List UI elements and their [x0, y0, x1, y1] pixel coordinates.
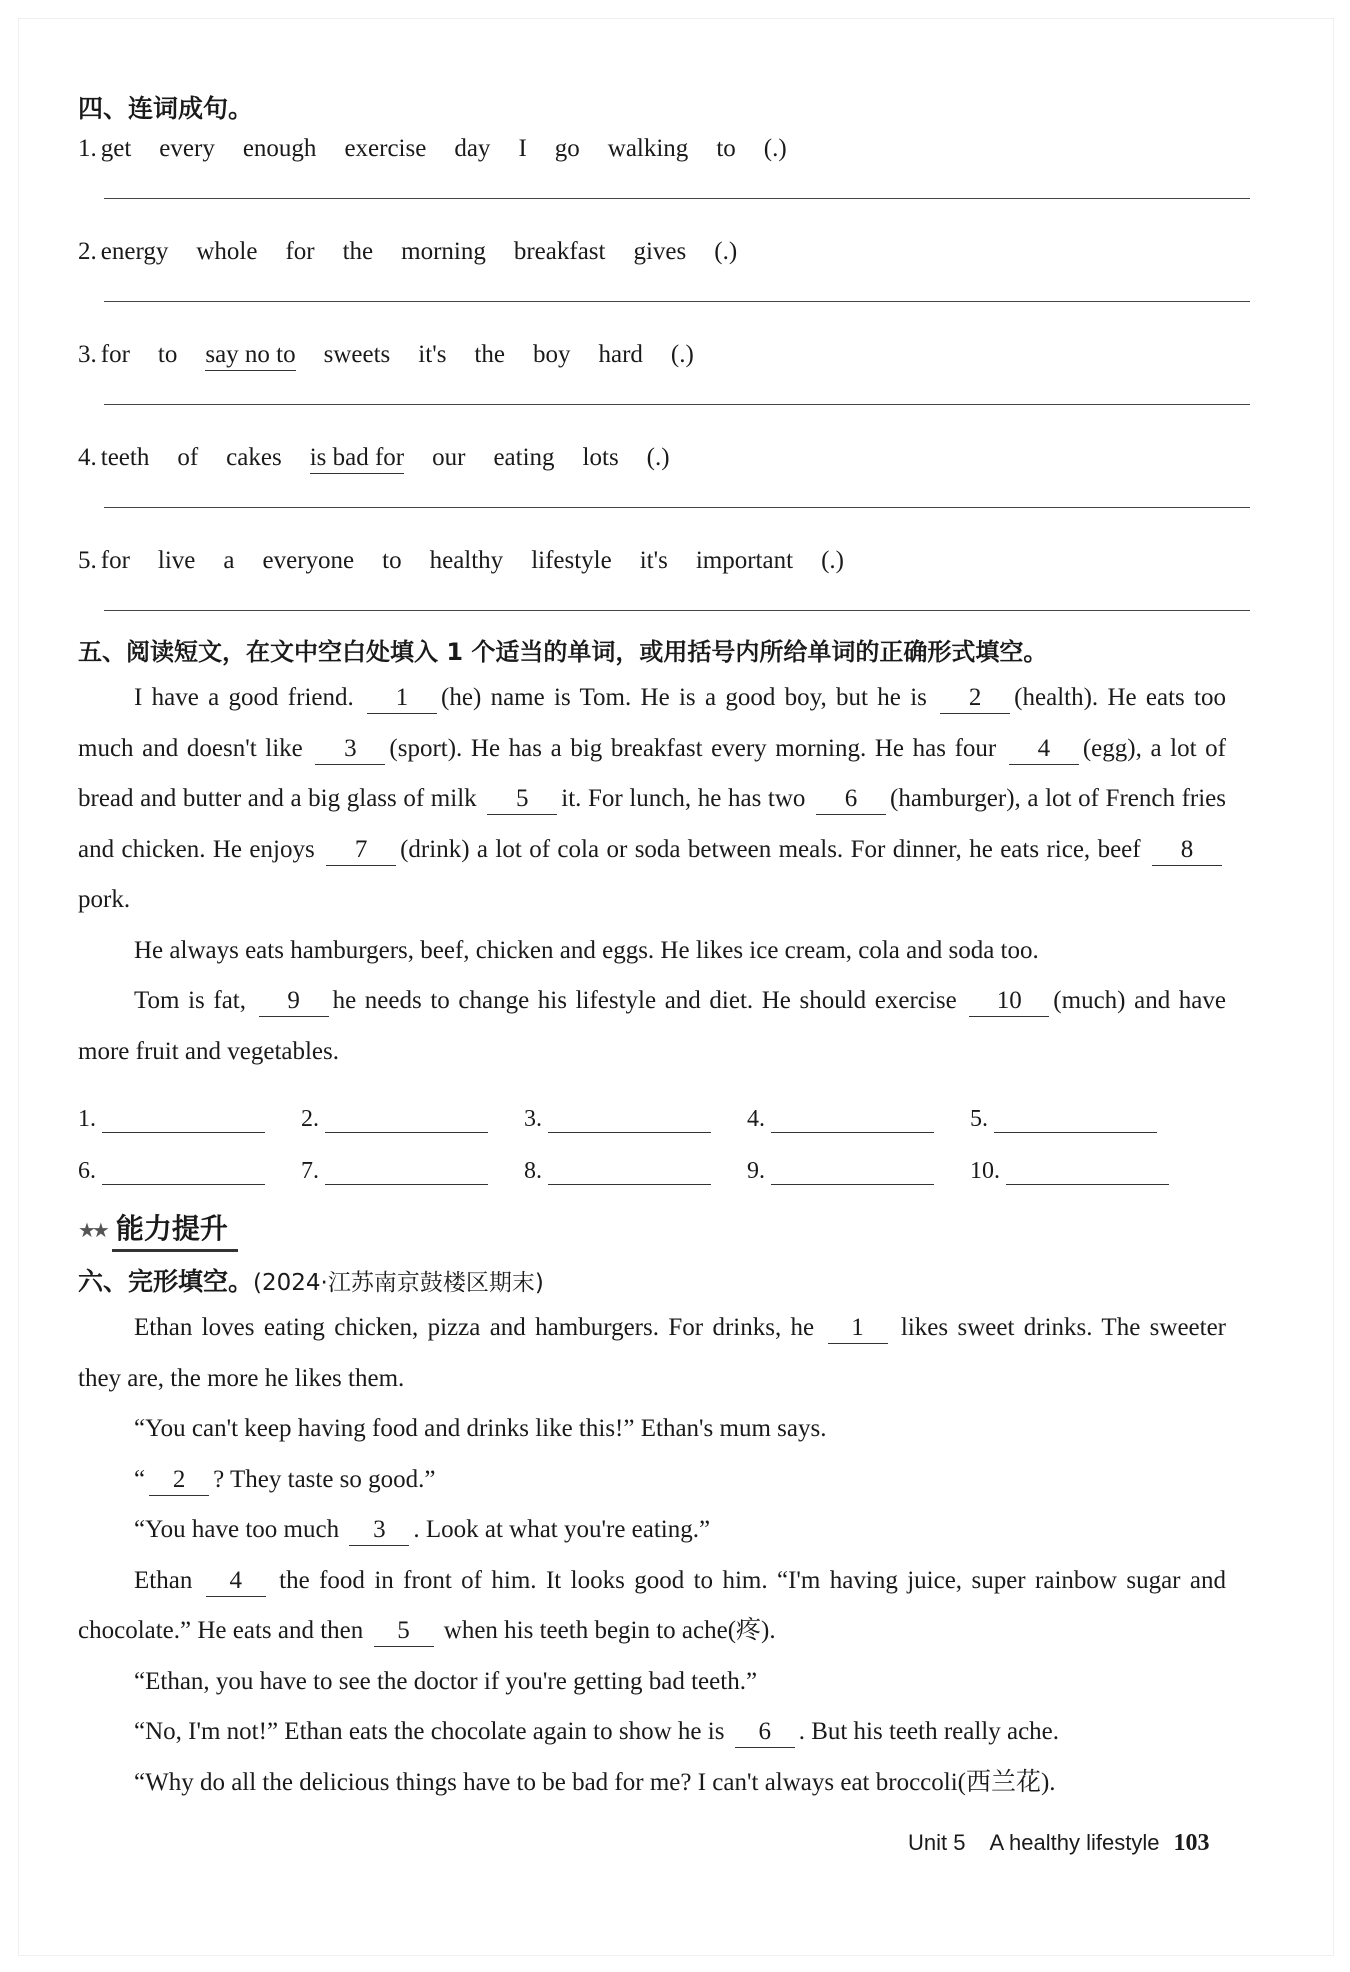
passage-paragraph-2: He always eats hamburgers, beef, chicken and eggs. He likes ice cream, cola and soda too.	[134, 936, 1039, 964]
answer-blank[interactable]	[1006, 1160, 1169, 1185]
cloze-paragraph-6: “Ethan, you have to see the doctor if you're getting bad teeth.”	[134, 1667, 758, 1695]
blank-3[interactable]: 3	[315, 734, 385, 765]
word-chip: boy	[532, 341, 571, 368]
passage-text: when his teeth begin to ache(疼).	[443, 1617, 776, 1644]
section-5-heading: 五、阅读短文，在文中空白处填入 1 个适当的单词，或用括号内所给单词的正确形式填空。	[78, 638, 1048, 666]
answer-line[interactable]	[104, 477, 1250, 508]
answer-label: 7.	[301, 1158, 319, 1184]
word-chip: whole	[196, 238, 258, 265]
answer-label: 4.	[747, 1106, 765, 1132]
passage-text: he needs to change his lifestyle and diet. He should exercise	[332, 987, 957, 1014]
answer-blank[interactable]	[994, 1108, 1157, 1133]
sentence-item	[78, 336, 1350, 374]
answer-label: 8.	[524, 1158, 542, 1184]
answer-cell	[301, 1106, 524, 1133]
answer-blank[interactable]	[548, 1108, 711, 1133]
word-chip: every	[159, 135, 215, 162]
word-chip: (.)	[821, 547, 844, 574]
word-chip: day	[454, 135, 491, 162]
passage-text: . But his teeth really ache.	[798, 1718, 1060, 1745]
word-chip: for	[285, 238, 315, 265]
ability-banner	[78, 1205, 1350, 1255]
cloze-paragraph-2: “You can't keep having food and drinks like this!” Ethan's mum says.	[134, 1415, 827, 1442]
passage-text: Ethan	[134, 1566, 193, 1594]
answer-blank[interactable]	[325, 1160, 488, 1185]
cloze-blank-2[interactable]: 2	[149, 1465, 209, 1496]
answer-blank[interactable]	[102, 1160, 265, 1185]
unit-title: A healthy lifestyle	[989, 1830, 1160, 1855]
word-chip: get	[100, 135, 132, 162]
answer-line[interactable]	[104, 580, 1250, 611]
cloze-paragraph-7	[78, 1707, 1226, 1758]
word-chip: I	[518, 135, 527, 162]
passage-text: ? They taste so good.”	[213, 1465, 436, 1493]
answer-line[interactable]	[104, 168, 1250, 199]
answer-cell	[970, 1158, 1193, 1185]
answer-row	[78, 1133, 1238, 1185]
answer-label: 6.	[78, 1158, 96, 1184]
blank-7[interactable]: 7	[326, 835, 396, 866]
word-chip: breakfast	[513, 238, 606, 265]
sentence-list	[78, 130, 1350, 611]
word-chip: (.)	[763, 135, 787, 162]
answer-cell	[524, 1158, 747, 1185]
item-number: 5.	[78, 547, 97, 574]
passage-text: I have a good friend.	[134, 684, 354, 711]
passage-text: . Look at what you're eating.”	[413, 1516, 711, 1543]
word-chip: it's	[418, 341, 447, 368]
section-6-heading	[78, 1261, 1350, 1303]
sentence-item	[78, 542, 1350, 580]
sentence-item	[78, 439, 1350, 477]
word-chip: everyone	[262, 547, 355, 574]
word-chip: gives	[633, 238, 687, 265]
word-chip: to	[716, 135, 736, 162]
item-number: 4.	[78, 444, 97, 471]
passage-text: (he) name is Tom. He is a good boy, but he is	[441, 684, 927, 711]
word-chip: healthy	[429, 547, 504, 574]
answer-blank[interactable]	[771, 1160, 934, 1185]
passage-paragraph-3	[78, 976, 1226, 1077]
item-number: 3.	[78, 341, 97, 368]
answer-blank[interactable]	[325, 1108, 488, 1133]
word-chip: lots	[582, 444, 619, 471]
item-number: 1.	[78, 135, 97, 162]
blank-9[interactable]: 9	[259, 986, 329, 1017]
page-footer	[908, 1830, 1209, 1857]
answer-cell	[747, 1106, 970, 1133]
blank-1[interactable]: 1	[367, 683, 437, 714]
word-chip: morning	[401, 238, 486, 265]
word-chip: lifestyle	[531, 547, 612, 574]
word-chip: it's	[639, 547, 668, 574]
passage-text: (much) and have more fruit and vegetables.	[78, 987, 1226, 1065]
answer-label: 2.	[301, 1106, 319, 1132]
word-chip: walking	[607, 135, 689, 162]
word-chip: cakes	[226, 444, 282, 471]
answer-cell	[301, 1158, 524, 1185]
word-chip: exercise	[344, 135, 427, 162]
answer-line[interactable]	[104, 271, 1250, 302]
answer-blank[interactable]	[771, 1108, 934, 1133]
blank-2[interactable]: 2	[940, 683, 1010, 714]
word-chip: enough	[242, 135, 317, 162]
answer-label: 9.	[747, 1158, 765, 1184]
word-chip: (.)	[646, 444, 670, 471]
cloze-blank-4[interactable]: 4	[206, 1566, 266, 1597]
answer-cell	[970, 1106, 1193, 1133]
passage-text: “	[134, 1465, 146, 1493]
answer-cell	[78, 1106, 301, 1133]
answer-line[interactable]	[104, 374, 1250, 405]
section-4	[78, 88, 1350, 611]
word-chip: the	[474, 341, 505, 368]
passage-text: (hamburger), a lot of French fries and chicken. He enjoys	[78, 785, 1227, 863]
passage-text: likes sweet drinks. The sweeter they are, the more he likes them.	[78, 1314, 1227, 1392]
item-number: 2.	[78, 238, 97, 265]
word-chip: is bad for	[310, 443, 404, 474]
word-chip: eating	[493, 444, 555, 471]
sentence-item	[78, 233, 1350, 271]
answer-grid	[78, 1081, 1238, 1185]
word-chip: a	[223, 547, 235, 574]
word-chip: (.)	[670, 341, 694, 368]
passage-text: pork.	[78, 886, 131, 913]
section-6	[78, 1261, 1350, 1808]
passage-text: Ethan loves eating chicken, pizza and hamburgers. For drinks, he	[134, 1314, 815, 1341]
word-chip: live	[157, 547, 196, 574]
answer-label: 3.	[524, 1106, 542, 1132]
word-chip: to	[157, 341, 178, 368]
word-chip: of	[177, 444, 199, 471]
cloze-paragraph-1	[78, 1303, 1226, 1404]
passage-text: “No, I'm not!” Ethan eats the chocolate again to show he is	[134, 1718, 725, 1745]
blank-5[interactable]: 5	[487, 784, 557, 815]
cloze-paragraph-5	[78, 1556, 1226, 1657]
word-chip: to	[382, 547, 402, 574]
cloze-paragraph-8: “Why do all the delicious things have to be bad for me? I can't always eat broccoli(西兰花).	[134, 1768, 1056, 1796]
passage-text: the food in front of him. It looks good to him. “I'm having juice, super rainbow sugar and chocolate.” He eats and then	[78, 1566, 1226, 1644]
answer-label: 10.	[970, 1158, 1000, 1184]
unit-label: Unit 5	[908, 1830, 966, 1855]
cloze-blank-5[interactable]: 5	[374, 1616, 434, 1647]
word-chip: teeth	[100, 444, 150, 471]
cloze-blank-1[interactable]: 1	[828, 1313, 888, 1344]
section-5	[78, 631, 1350, 1185]
section-4-heading: 四、连词成句。	[78, 94, 254, 123]
passage-text: (drink) a lot of cola or soda between meals. For dinner, he eats rice, beef	[400, 835, 1141, 863]
page-number: 103	[1173, 1830, 1210, 1856]
word-chip: our	[432, 444, 466, 471]
blank-6[interactable]: 6	[816, 784, 886, 815]
blank-10[interactable]: 10	[969, 986, 1049, 1017]
cloze-blank-3[interactable]: 3	[349, 1515, 409, 1546]
passage-text: it. For lunch, he has two	[561, 785, 806, 812]
word-chip: for	[100, 341, 130, 368]
passage-text: (sport). He has a big breakfast every morning. He has four	[389, 734, 997, 762]
word-chip: for	[100, 547, 130, 574]
answer-blank[interactable]	[102, 1108, 265, 1133]
answer-row	[78, 1081, 1238, 1133]
blank-8[interactable]: 8	[1152, 835, 1222, 866]
passage-text: (egg), a lot of bread and butter and a big glass of milk	[78, 734, 1227, 812]
cloze-blank-6[interactable]: 6	[735, 1717, 795, 1748]
word-chip: (.)	[714, 238, 738, 265]
passage-paragraph-1	[78, 673, 1226, 926]
banner-title: 能力提升	[112, 1209, 238, 1252]
cloze-paragraph-4	[78, 1505, 1226, 1556]
passage-text: “You have too much	[134, 1516, 340, 1543]
answer-label: 5.	[970, 1106, 988, 1132]
word-chip: important	[695, 547, 794, 574]
word-chip: sweets	[323, 341, 391, 368]
word-chip: say no to	[205, 340, 295, 371]
passage-text: Tom is fat,	[134, 987, 246, 1014]
word-chip: hard	[598, 341, 643, 368]
star-icon: ★★	[78, 1218, 106, 1242]
answer-cell	[524, 1106, 747, 1133]
sentence-item	[78, 130, 1350, 168]
answer-label: 1.	[78, 1106, 96, 1132]
source-note: (2024·江苏南京鼓楼区期末)	[253, 1270, 544, 1296]
section-6-title: 六、完形填空。	[78, 1267, 254, 1296]
answer-blank[interactable]	[548, 1160, 711, 1185]
cloze-paragraph-3	[78, 1455, 1226, 1506]
answer-cell	[78, 1158, 301, 1185]
word-chip: go	[554, 135, 580, 162]
word-chip: the	[342, 238, 374, 265]
answer-cell	[747, 1158, 970, 1185]
passage-text: (health). He eats too much and doesn't like	[78, 684, 1227, 762]
blank-4[interactable]: 4	[1009, 734, 1079, 765]
word-chip: energy	[100, 238, 169, 265]
